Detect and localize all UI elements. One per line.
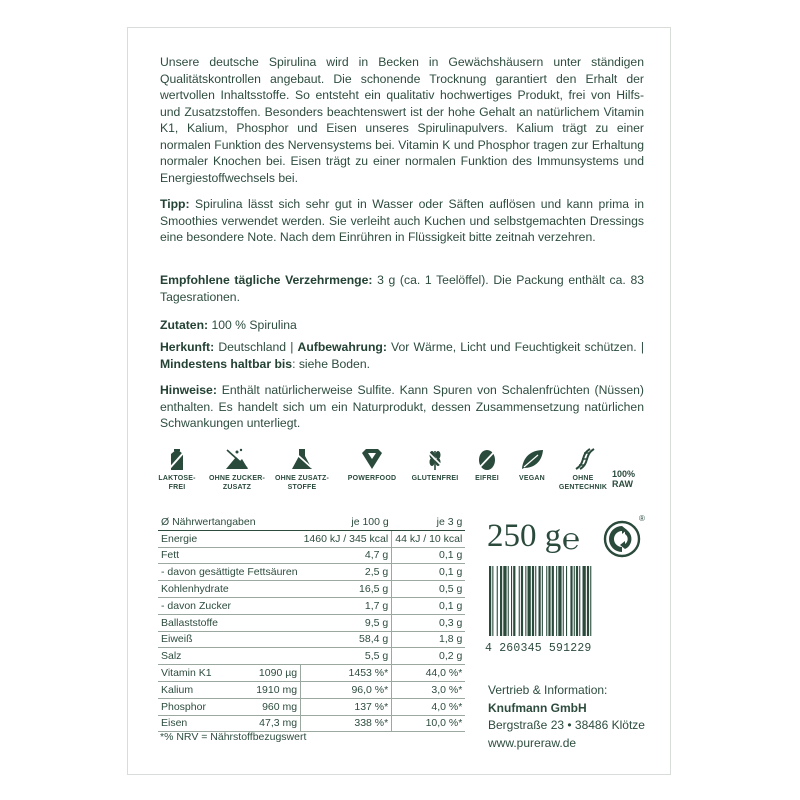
mineral-name: Eisen (158, 715, 236, 732)
superhero-shield-icon (360, 447, 384, 471)
table-row (158, 648, 465, 665)
row-per3: 0,1 g (392, 564, 466, 581)
badge-powerfood (342, 447, 402, 483)
barcode-bar (539, 566, 541, 636)
row-per3: 0,2 g (392, 648, 466, 665)
barcode-bar (552, 566, 554, 636)
sugar-pile-icon (224, 447, 250, 471)
barcode (485, 566, 633, 655)
product-description (160, 54, 644, 186)
barcode-bar (583, 566, 586, 636)
green-dot-recycle-icon (603, 514, 645, 565)
barcode-bars (485, 566, 633, 636)
badge-label-line1: GLUTENFREI (411, 475, 459, 482)
mineral-nrv100: 137 %* (301, 698, 392, 715)
dose-label: Empfohlene tägliche Verzehrmenge: (160, 273, 373, 287)
mineral-amount: 1910 mg (236, 681, 301, 698)
table-row (158, 581, 465, 598)
distributor-website[interactable]: www.pureraw.de (488, 735, 577, 750)
flask-icon (289, 447, 315, 471)
barcode-bar (492, 566, 493, 636)
header-per3: je 3 g (392, 514, 466, 530)
barcode-bar (563, 566, 564, 636)
badge-no-sugar (207, 447, 267, 492)
row-name: Energie (158, 530, 301, 547)
milk-carton-icon (166, 447, 188, 471)
badge-label-line2: ZUSATZ (222, 484, 252, 491)
barcode-number: 4 260345 591229 (485, 642, 592, 655)
barcode-bar (500, 566, 502, 636)
mineral-nrv3: 10,0 %* (392, 715, 466, 732)
barcode-bar (570, 566, 572, 636)
distributor-info (488, 682, 645, 752)
table-row (158, 631, 465, 648)
row-name: Fett (158, 547, 301, 564)
row-per3: 0,1 g (392, 547, 466, 564)
barcode-bar (576, 566, 578, 636)
table-row (158, 547, 465, 564)
mineral-nrv3: 4,0 %* (392, 698, 466, 715)
egg-icon (476, 447, 498, 471)
leaf-icon (519, 447, 545, 471)
badge-lactose-free (147, 447, 207, 492)
mineral-nrv100: 96,0 %* (301, 681, 392, 698)
badge-label-line1: VEGAN (519, 475, 545, 482)
origin-storage-paragraph (160, 339, 644, 372)
dna-icon (571, 447, 595, 471)
barcode-bar (558, 566, 561, 636)
table-row (158, 665, 465, 682)
dose-text: 3 g (ca. 1 Teelöffel). Die Packung enthält ca. 83 Tagesrationen. (160, 273, 644, 304)
distributor-heading: Vertrieb & Information: (488, 683, 608, 697)
barcode-bar (542, 566, 543, 636)
badge-label-line1: POWERFOOD (347, 475, 397, 482)
tip-label: Tipp: (160, 197, 190, 211)
mineral-amount: 960 mg (236, 698, 301, 715)
row-per100: 1,7 g (301, 597, 392, 614)
barcode-bar (590, 566, 591, 636)
ingredients-label: Zutaten: (160, 318, 209, 332)
barcode-bar (587, 566, 589, 636)
table-row (158, 614, 465, 631)
best-before-label: Mindestens haltbar bis (160, 356, 293, 371)
barcode-bar (519, 566, 520, 636)
barcode-bar (503, 566, 506, 636)
badge-no-gmo (553, 447, 613, 492)
notes-label: Hinweise: (160, 383, 217, 397)
mineral-nrv100: 338 %* (301, 715, 392, 732)
estimated-sign-icon: ℮ (562, 523, 581, 556)
barcode-bar (511, 566, 512, 636)
notes-paragraph (160, 382, 644, 432)
row-per3: 0,5 g (392, 581, 466, 598)
barcode-bar (556, 566, 557, 636)
row-per100: 2,5 g (301, 564, 392, 581)
barcode-bar (521, 566, 523, 636)
dose-paragraph (160, 272, 644, 305)
row-per3: 0,3 g (392, 614, 466, 631)
ingredients-paragraph (160, 317, 644, 334)
badge-row (157, 447, 647, 497)
row-per100: 5,5 g (301, 648, 392, 665)
barcode-bar (513, 566, 515, 636)
mineral-nrv3: 44,0 %* (392, 665, 466, 682)
row-per100: 16,5 g (301, 581, 392, 598)
row-per3: 44 kJ / 10 kcal (392, 530, 466, 547)
origin-label: Herkunft: (160, 340, 215, 354)
badge-label-line1: OHNE ZUCKER- (208, 475, 266, 482)
mineral-name: Phosphor (158, 698, 236, 715)
row-name: Ballaststoffe (158, 614, 301, 631)
barcode-bar (566, 566, 567, 636)
tip-text: Spirulina lässt sich sehr gut in Wasser oder Säften auflösen und kann prima in Smoothies verwendet werden. Sie verleiht auch Kuchen und selbstgemachten Dressings eine besondere Note. Nach dem Einrühren in Flüssigkeit bitte zeitnah verzehren. (160, 197, 644, 244)
raw-text-icon (612, 469, 644, 489)
barcode-bar (574, 566, 575, 636)
wheat-icon (424, 447, 446, 471)
row-per3: 1,8 g (392, 631, 466, 648)
tip-paragraph (160, 196, 644, 246)
mineral-name: Kalium (158, 681, 236, 698)
header-per100: je 100 g (301, 514, 392, 530)
mineral-nrv100: 1453 %* (301, 665, 392, 682)
barcode-bar (525, 566, 526, 636)
best-before-text: : siehe Boden. (292, 356, 370, 371)
badge-label-line2: FREI (168, 484, 186, 491)
barcode-bar (489, 566, 491, 636)
table-header-row (158, 514, 465, 530)
barcode-bar (546, 566, 547, 636)
table-row (158, 681, 465, 698)
table-row (158, 597, 465, 614)
row-name: Kohlenhydrate (158, 581, 301, 598)
description-text: Unsere deutsche Spirulina wird in Becken in Gewächshäusern unter ständigen Qualitätskontrollen angebaut. Die schonende Trocknung garantiert den Erhalt der wertvollen Inhaltsstoffe. So entsteht ein qualitativ hochwertiges Produkt, frei von Hilfs- und Zusatzstoffen. Besonders beachtenswert ist der hohe Gehalt an natürlichem Vitamin K1, Kalium, Phosphor und Eisen unseres Spirulinapulvers. Kalium trägt zu einer normalen Funktion des Nervensystems bei. Vitamin K und Phosphor tragen zur Erhaltung normaler Knochen bei. Eisen trägt zu einer normalen Funktion des Immunsystems und Energiestoffwechsels bei. (160, 55, 644, 185)
origin-text: Deutschland | (214, 340, 298, 354)
storage-label: Aufbewahrung: (297, 340, 387, 354)
row-per3: 0,1 g (392, 597, 466, 614)
mineral-nrv3: 3,0 %* (392, 681, 466, 698)
table-row (158, 698, 465, 715)
net-weight: 250 g (487, 518, 562, 554)
table-row (158, 715, 465, 732)
header-name: Ø Nährwertangaben (158, 514, 301, 530)
row-per100: 58,4 g (301, 631, 392, 648)
barcode-bar (532, 566, 534, 636)
barcode-bar (548, 566, 550, 636)
badge-label-line1: EIFREI (475, 475, 499, 482)
badge-raw (612, 447, 644, 489)
row-name: - davon Zucker (158, 597, 301, 614)
storage-text: Vor Wärme, Licht und Feuchtigkeit schützen. | (386, 340, 644, 354)
badge-label-line2: RAW (612, 479, 633, 489)
badge-label-line2: GENTECHNIK (558, 484, 608, 491)
mineral-name: Vitamin K1 (158, 665, 236, 682)
nutrition-table (158, 514, 465, 732)
table-row (158, 530, 465, 547)
barcode-bar (528, 566, 531, 636)
badge-label-line2: STOFFE (287, 484, 317, 491)
barcode-bar (579, 566, 580, 636)
row-name: Salz (158, 648, 301, 665)
nrv-footnote: *% NRV = Nährstoffbezugswert (160, 731, 307, 743)
barcode-bar (535, 566, 536, 636)
notes-text: Enthält natürlicherweise Sulfite. Kann Spuren von Schalenfrüchten (Nüssen) enthalten. Es handelt sich um ein Naturprodukt, dessen Zusammensetzung natürlichen Schwankungen unterliegt. (160, 383, 644, 430)
badge-label-line1: 100% (612, 469, 636, 479)
badge-no-additives (272, 447, 332, 492)
badge-label-line1: OHNE (572, 475, 594, 482)
mineral-amount: 1090 µg (236, 665, 301, 682)
badge-label-line1: LAKTOSE- (158, 475, 196, 482)
barcode-bar (497, 566, 498, 636)
row-per100: 9,5 g (301, 614, 392, 631)
mineral-amount: 47,3 mg (236, 715, 301, 732)
barcode-bar (508, 566, 509, 636)
row-name: - davon gesättigte Fettsäuren (158, 564, 301, 581)
row-per100: 4,7 g (301, 547, 392, 564)
row-name: Eiweiß (158, 631, 301, 648)
distributor-address: Bergstraße 23 • 38486 Klötze (488, 718, 645, 732)
badge-gluten-free (405, 447, 465, 483)
badge-label-line1: OHNE ZUSATZ- (275, 475, 329, 482)
registered-mark: ® (639, 514, 645, 523)
table-row (158, 564, 465, 581)
ingredients-text: 100 % Spirulina (208, 318, 297, 332)
distributor-company: Knufmann GmbH (488, 700, 587, 715)
row-per100: 1460 kJ / 345 kcal (301, 530, 392, 547)
